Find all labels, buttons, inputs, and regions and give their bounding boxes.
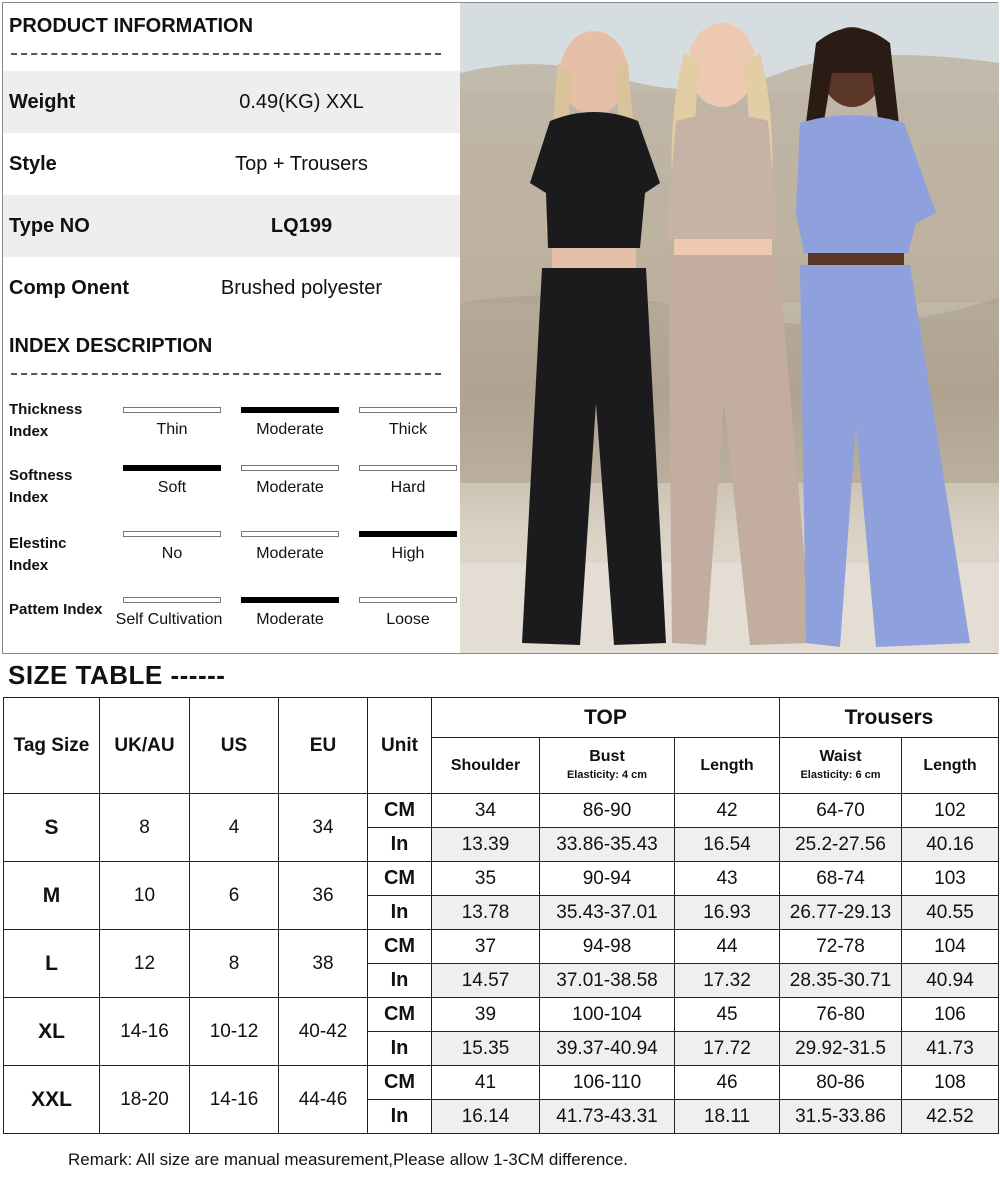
header-eu: EU [279, 698, 368, 794]
dashed-divider [11, 373, 441, 375]
info-label: Style [9, 152, 57, 175]
measure-shoulder-cell: 15.35 [432, 1032, 540, 1066]
index-row-elasticity [3, 533, 460, 599]
index-bar [241, 531, 339, 537]
index-row-softness [3, 465, 460, 531]
index-option-label: Loose [386, 611, 430, 628]
index-bar [241, 465, 339, 471]
header-tag-size: Tag Size [4, 698, 100, 794]
size-tag-cell: XL [4, 998, 100, 1066]
index-option [109, 597, 229, 629]
index-bar [359, 407, 457, 413]
product-info-panel [2, 2, 998, 654]
index-row-thickness [3, 399, 460, 465]
unit-cell: CM [368, 1066, 432, 1100]
remark-note: Remark: All size are manual measurement,Please allow 1-3CM difference. [68, 1150, 628, 1169]
index-option-label: Moderate [256, 545, 324, 562]
dashed-divider [11, 53, 441, 55]
measure-bust-cell: 35.43-37.01 [540, 896, 675, 930]
info-value: Top + Trousers [235, 152, 368, 175]
measure-t-length-cell: 40.16 [902, 828, 999, 862]
index-option [123, 531, 221, 563]
size-eu-cell: 36 [279, 862, 368, 930]
index-option [359, 465, 457, 497]
size-row [4, 1066, 999, 1100]
header-us: US [190, 698, 279, 794]
measure-bust-cell: 37.01-38.58 [540, 964, 675, 998]
size-tag-cell: M [4, 862, 100, 930]
unit-cell: CM [368, 794, 432, 828]
size-eu-cell: 34 [279, 794, 368, 862]
index-option-label: Moderate [256, 479, 324, 496]
measure-length-cell: 16.54 [675, 828, 780, 862]
index-bar [241, 597, 339, 603]
measure-t-length-cell: 41.73 [902, 1032, 999, 1066]
index-description-heading: INDEX DESCRIPTION [9, 335, 213, 357]
size-row [4, 794, 999, 828]
product-photo [460, 3, 999, 653]
measure-shoulder-cell: 34 [432, 794, 540, 828]
size-eu-cell: 44-46 [279, 1066, 368, 1134]
index-option-label: Moderate [256, 611, 324, 628]
measure-shoulder-cell: 13.78 [432, 896, 540, 930]
measure-shoulder-cell: 41 [432, 1066, 540, 1100]
index-option [241, 407, 339, 439]
measure-t-length-cell: 40.55 [902, 896, 999, 930]
measure-length-cell: 45 [675, 998, 780, 1032]
bust-elasticity-note: Elasticity: 4 cm [566, 768, 648, 781]
index-option [359, 407, 457, 439]
measure-shoulder-cell: 37 [432, 930, 540, 964]
measure-bust-cell: 106-110 [540, 1066, 675, 1100]
measure-bust-cell: 94-98 [540, 930, 675, 964]
header-waist [780, 738, 902, 794]
size-uk-cell: 14-16 [100, 998, 190, 1066]
unit-cell: In [368, 964, 432, 998]
header-unit: Unit [368, 698, 432, 794]
header-uk-au: UK/AU [100, 698, 190, 794]
index-option [123, 465, 221, 497]
info-value: Brushed polyester [220, 276, 383, 299]
header-shoulder-label: Shoulder [450, 756, 521, 774]
index-option-label: Soft [157, 479, 187, 496]
size-uk-cell: 18-20 [100, 1066, 190, 1134]
measure-waist-cell: 31.5-33.86 [780, 1100, 902, 1134]
index-option-label: High [391, 545, 425, 562]
measure-waist-cell: 68-74 [780, 862, 902, 896]
index-label: Elestinc Index [9, 535, 67, 574]
measure-waist-cell: 26.77-29.13 [780, 896, 902, 930]
size-row [4, 930, 999, 964]
measure-t-length-cell: 106 [902, 998, 999, 1032]
measure-shoulder-cell: 13.39 [432, 828, 540, 862]
header-bust-label: Bust [589, 747, 625, 765]
index-option-label: Moderate [256, 421, 324, 438]
measure-t-length-cell: 102 [902, 794, 999, 828]
size-uk-cell: 8 [100, 794, 190, 862]
index-option [359, 597, 457, 629]
size-eu-cell: 40-42 [279, 998, 368, 1066]
header-trousers-length-label: Length [923, 756, 977, 774]
index-option-label: Thick [388, 421, 428, 438]
unit-cell: CM [368, 862, 432, 896]
info-row-component [3, 257, 460, 319]
black-crop-top [530, 112, 660, 248]
measure-length-cell: 17.72 [675, 1032, 780, 1066]
header-top-length [675, 738, 780, 794]
measure-bust-cell: 100-104 [540, 998, 675, 1032]
index-row-pattern [3, 599, 460, 665]
measure-waist-cell: 76-80 [780, 998, 902, 1032]
models-illustration [460, 3, 999, 653]
index-option [123, 407, 221, 439]
info-label: Weight [9, 90, 76, 113]
unit-cell: In [368, 896, 432, 930]
size-us-cell: 4 [190, 794, 279, 862]
measure-length-cell: 17.32 [675, 964, 780, 998]
header-trousers-group: Trousers [780, 698, 999, 738]
unit-cell: In [368, 1100, 432, 1134]
product-info-heading: PRODUCT INFORMATION [9, 15, 254, 37]
size-us-cell: 6 [190, 862, 279, 930]
index-bar [123, 407, 221, 413]
measure-waist-cell: 25.2-27.56 [780, 828, 902, 862]
measure-bust-cell: 33.86-35.43 [540, 828, 675, 862]
info-row-weight [3, 71, 460, 133]
size-us-cell: 10-12 [190, 998, 279, 1066]
index-option-label: Thin [156, 421, 188, 438]
measure-length-cell: 43 [675, 862, 780, 896]
index-option [359, 531, 457, 563]
size-table [3, 697, 999, 1134]
index-option [241, 465, 339, 497]
product-info-left [3, 3, 460, 653]
index-bar [123, 597, 221, 603]
measure-length-cell: 42 [675, 794, 780, 828]
size-uk-cell: 12 [100, 930, 190, 998]
info-value: 0.49(KG) XXL [239, 90, 364, 113]
unit-cell: In [368, 828, 432, 862]
measure-waist-cell: 80-86 [780, 1066, 902, 1100]
measure-t-length-cell: 40.94 [902, 964, 999, 998]
size-tag-cell: XXL [4, 1066, 100, 1134]
khaki-crop-top [666, 114, 778, 239]
measure-bust-cell: 90-94 [540, 862, 675, 896]
size-row [4, 862, 999, 896]
measure-bust-cell: 86-90 [540, 794, 675, 828]
size-tag-cell: S [4, 794, 100, 862]
index-label: Softness Index [9, 467, 73, 506]
header-top-length-label: Length [700, 756, 754, 774]
info-value: LQ199 [270, 214, 333, 237]
measure-waist-cell: 29.92-31.5 [780, 1032, 902, 1066]
index-option-label: Hard [390, 479, 426, 496]
size-table-title: SIZE TABLE ------ [8, 660, 226, 690]
measure-t-length-cell: 103 [902, 862, 999, 896]
size-us-cell: 8 [190, 930, 279, 998]
index-bar [359, 465, 457, 471]
measure-t-length-cell: 42.52 [902, 1100, 999, 1134]
size-row [4, 998, 999, 1032]
index-option-label: Self Cultivation [115, 611, 223, 628]
index-option-label: No [161, 545, 183, 562]
index-bar [123, 465, 221, 471]
measure-waist-cell: 72-78 [780, 930, 902, 964]
index-option [241, 597, 339, 629]
size-us-cell: 14-16 [190, 1066, 279, 1134]
header-bust [540, 738, 675, 794]
unit-cell: In [368, 1032, 432, 1066]
measure-waist-cell: 64-70 [780, 794, 902, 828]
header-shoulder [432, 738, 540, 794]
unit-cell: CM [368, 998, 432, 1032]
index-bar [359, 597, 457, 603]
header-waist-label: Waist [819, 747, 862, 765]
measure-length-cell: 16.93 [675, 896, 780, 930]
measure-length-cell: 44 [675, 930, 780, 964]
measure-bust-cell: 41.73-43.31 [540, 1100, 675, 1134]
size-uk-cell: 10 [100, 862, 190, 930]
waist-elasticity-note: Elasticity: 6 cm [800, 768, 881, 781]
index-option [241, 531, 339, 563]
unit-cell: CM [368, 930, 432, 964]
info-label: Comp Onent [9, 276, 129, 299]
measure-shoulder-cell: 35 [432, 862, 540, 896]
measure-waist-cell: 28.35-30.71 [780, 964, 902, 998]
measure-shoulder-cell: 16.14 [432, 1100, 540, 1134]
measure-shoulder-cell: 39 [432, 998, 540, 1032]
header-top-group: TOP [432, 698, 780, 738]
index-bar [359, 531, 457, 537]
measure-t-length-cell: 108 [902, 1066, 999, 1100]
info-row-type-no [3, 195, 460, 257]
header-trousers-length [902, 738, 999, 794]
index-label: Pattem Index [9, 601, 103, 618]
measure-t-length-cell: 104 [902, 930, 999, 964]
size-eu-cell: 38 [279, 930, 368, 998]
size-tag-cell: L [4, 930, 100, 998]
info-row-style [3, 133, 460, 195]
index-label: Thickness Index [9, 401, 83, 440]
index-bar [123, 531, 221, 537]
measure-bust-cell: 39.37-40.94 [540, 1032, 675, 1066]
info-label: Type NO [9, 214, 90, 237]
measure-shoulder-cell: 14.57 [432, 964, 540, 998]
measure-length-cell: 18.11 [675, 1100, 780, 1134]
index-bar [241, 407, 339, 413]
measure-length-cell: 46 [675, 1066, 780, 1100]
